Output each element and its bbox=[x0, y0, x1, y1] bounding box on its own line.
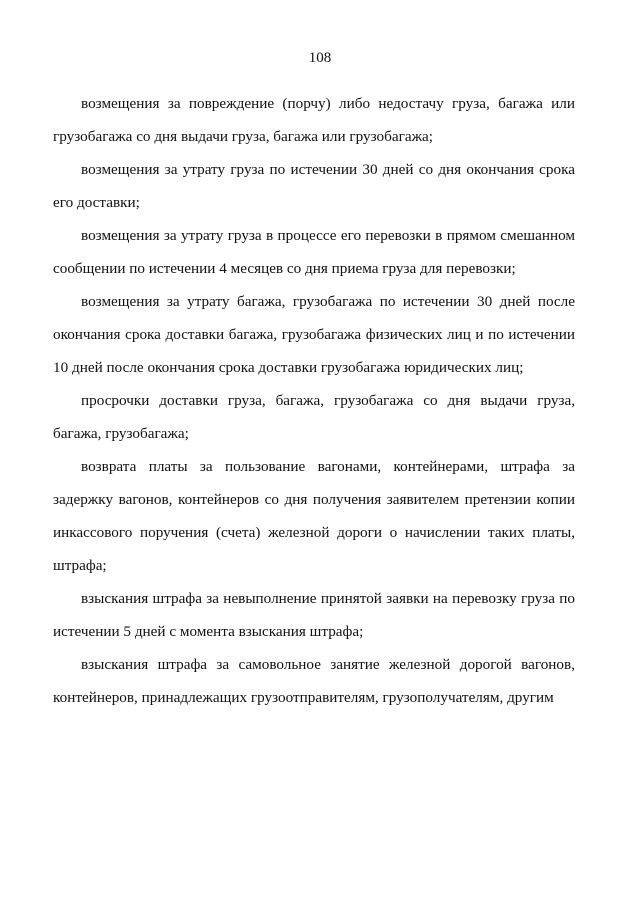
paragraph: возврата платы за пользование вагонами, контейнерами, штрафа за задержку вагонов, контейнеров со дня получения заявителем претензии копии инкассового поручения (счета) железной дороги о начислении таких платы, штрафа; bbox=[53, 458, 575, 574]
paragraph: возмещения за утрату груза в процессе его перевозки в прямом смешанном сообщении по истечении 4 месяцев со дня приема груза для перевозки; bbox=[53, 227, 575, 277]
paragraph: взыскания штрафа за невыполнение принятой заявки на перевозку груза по истечении 5 дней с момента взыскания штрафа; bbox=[53, 590, 575, 640]
paragraph: взыскания штрафа за самовольное занятие железной дорогой вагонов, контейнеров, принадлежащих грузоотправителям, грузополучателям, другим bbox=[53, 656, 575, 706]
paragraph: возмещения за утрату груза по истечении 30 дней со дня окончания срока его доставки; bbox=[53, 161, 575, 211]
paragraph: просрочки доставки груза, багажа, грузобагажа со дня выдачи груза, багажа, грузобагажа; bbox=[53, 392, 575, 442]
page-number: 108 bbox=[308, 50, 332, 66]
document-body bbox=[53, 87, 575, 714]
paragraph: возмещения за повреждение (порчу) либо недостачу груза, багажа или грузобагажа со дня выдачи груза, багажа или грузобагажа; bbox=[53, 95, 575, 145]
paragraph: возмещения за утрату багажа, грузобагажа по истечении 30 дней после окончания срока доставки багажа, грузобагажа физических лиц и по истечении 10 дней после окончания срока доставки грузобагажа юридических лиц; bbox=[53, 293, 575, 376]
